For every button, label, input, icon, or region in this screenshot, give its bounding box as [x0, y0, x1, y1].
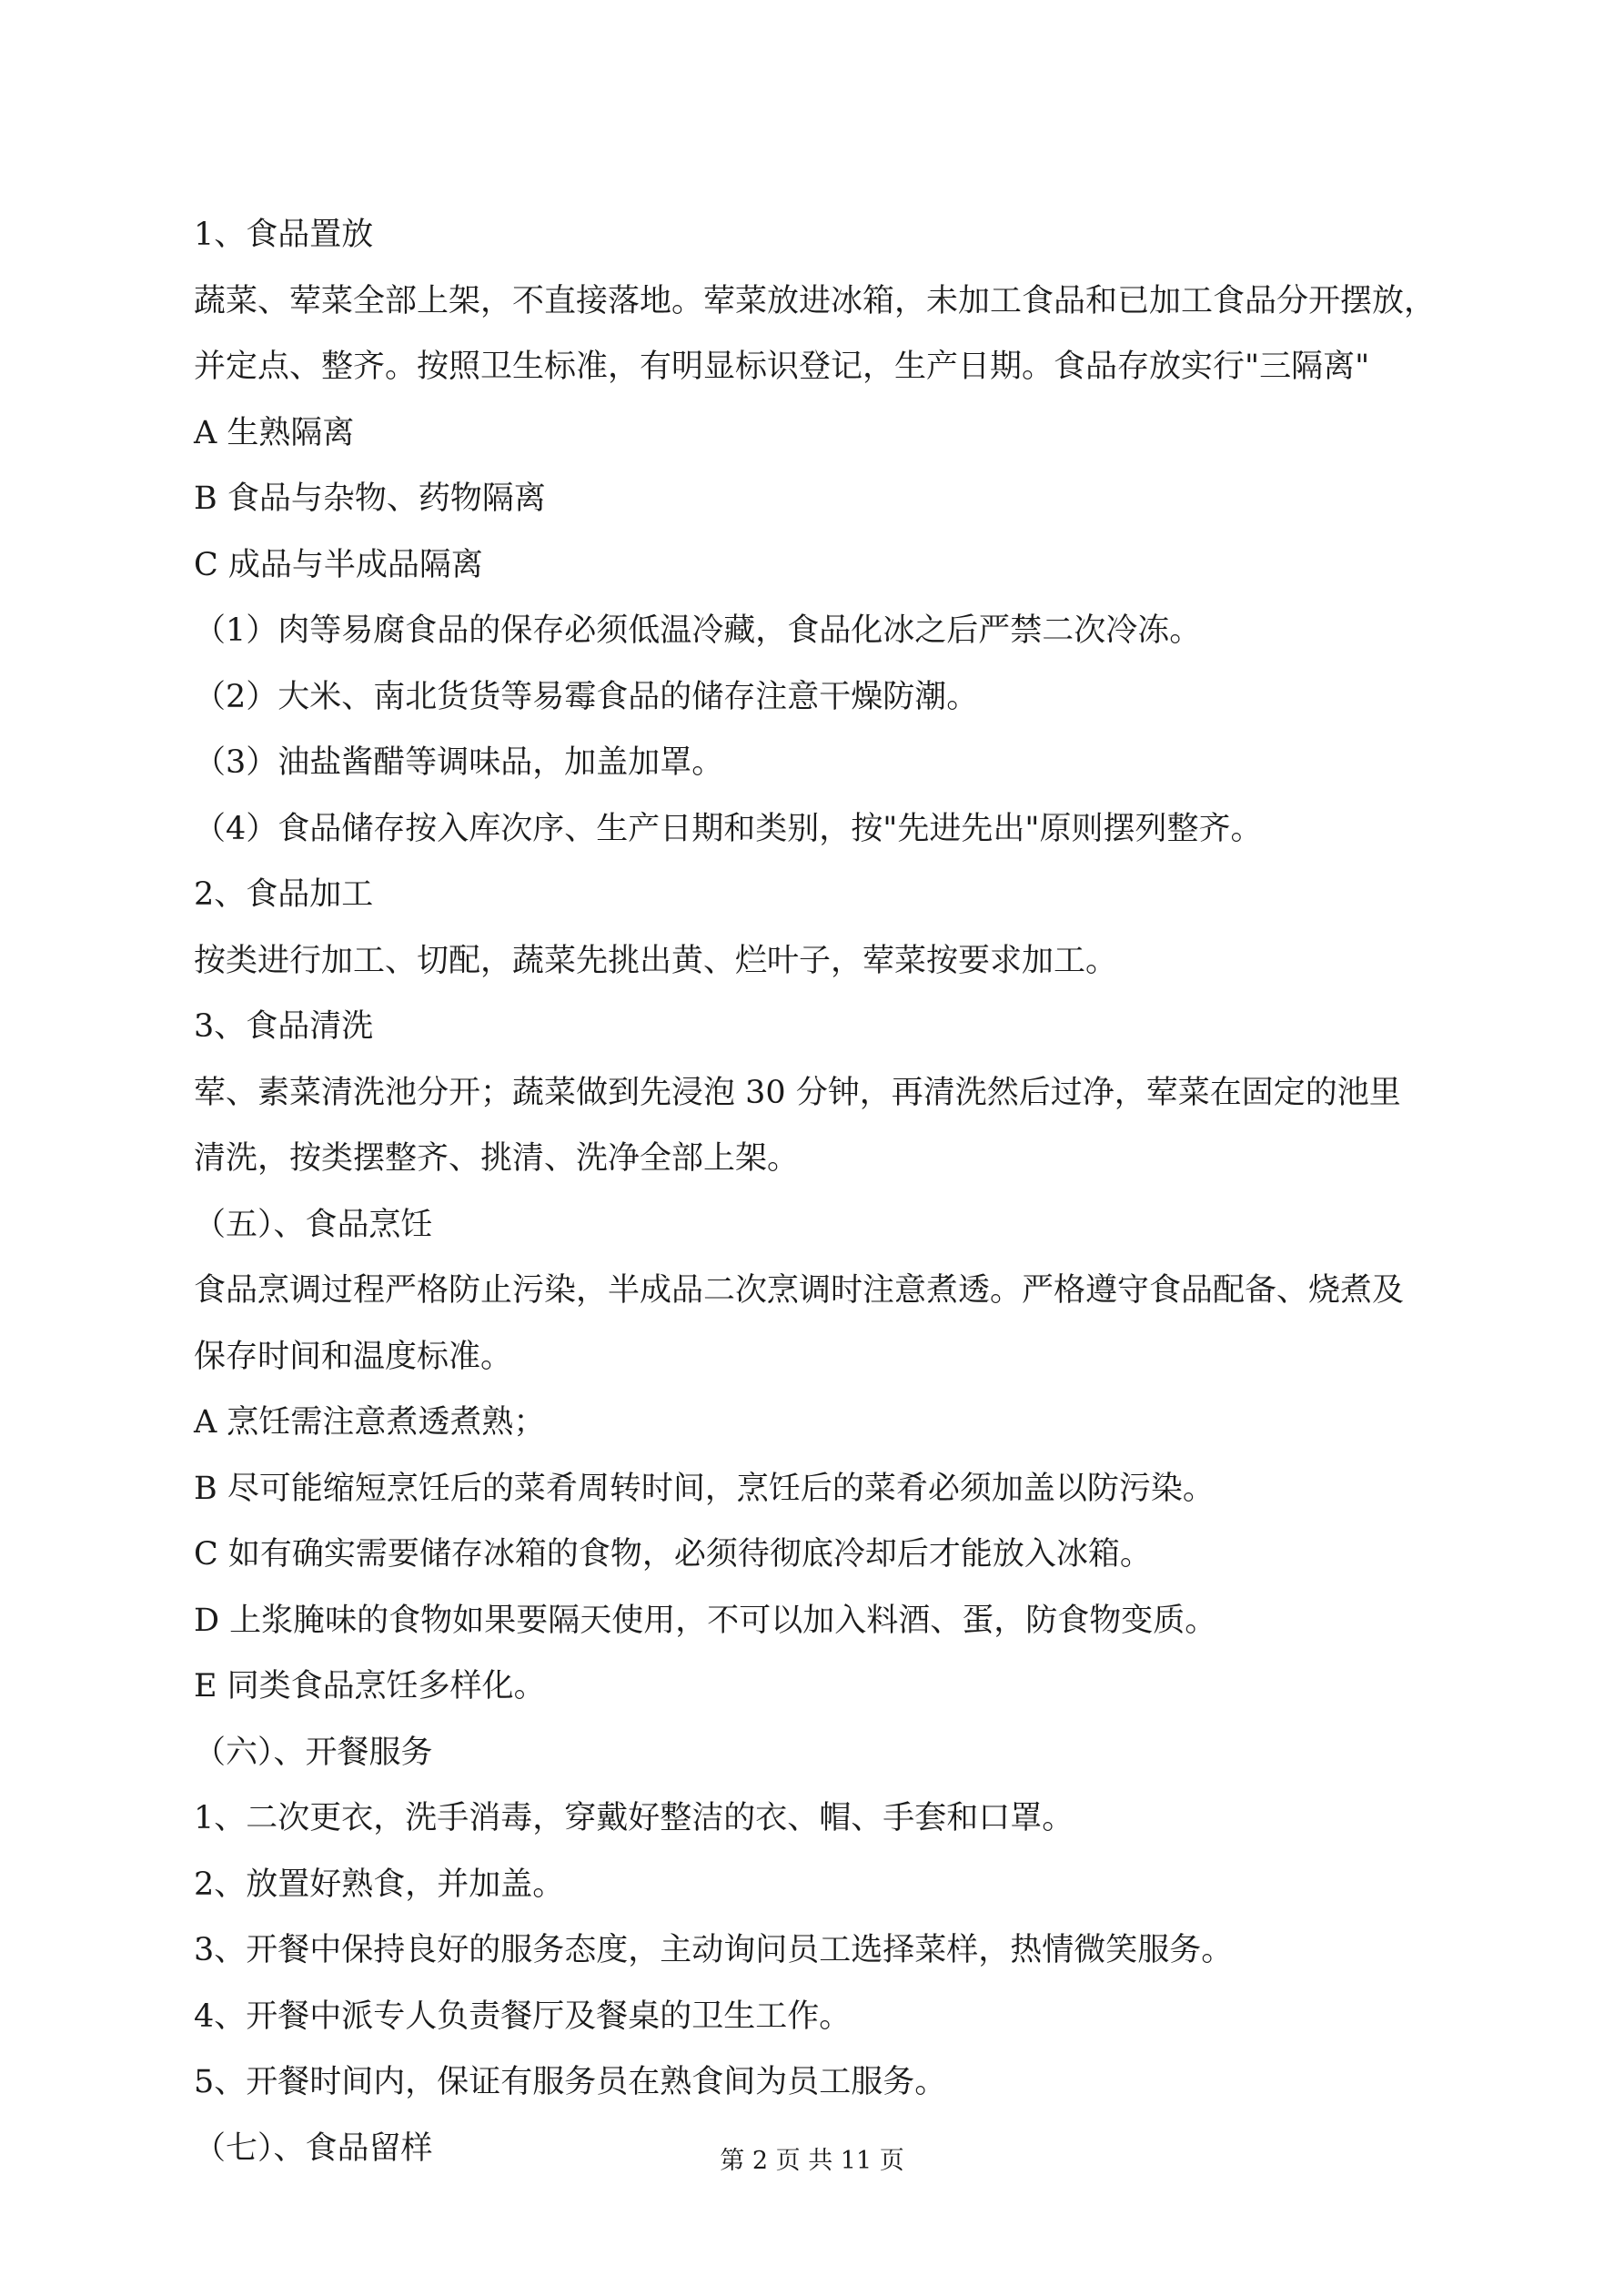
heading-meal-service: （六）、开餐服务 — [194, 1734, 433, 1771]
list-item: A 生熟隔离 — [194, 414, 355, 451]
list-item: 3、开餐中保持良好的服务态度，主动询问员工选择菜样，热情微笑服务。 — [194, 1932, 1234, 1968]
list-item: （2）大米、南北货货等易霉食品的储存注意干燥防潮。 — [194, 678, 979, 715]
heading-food-washing: 3、食品清洗 — [194, 1008, 374, 1045]
list-item: C 如有确实需要储存冰箱的食物，必须待彻底冷却后才能放入冰箱。 — [194, 1536, 1152, 1573]
list-item: A 烹饪需注意煮透煮熟； — [194, 1404, 546, 1441]
list-item: 1、二次更衣，洗手消毒，穿戴好整洁的衣、帽、手套和口罩。 — [194, 1800, 1074, 1836]
list-item: （3）油盐酱醋等调味品，加盖加罩。 — [194, 744, 724, 781]
list-item: （1）肉等易腐食品的保存必须低温冷藏，食品化冰之后严禁二次冷冻。 — [194, 612, 1202, 649]
paragraph-line: 清洗，按类摆整齐、挑清、洗净全部上架。 — [194, 1140, 800, 1177]
paragraph-line: 荤、素菜清洗池分开；蔬菜做到先浸泡 30 分钟，再清洗然后过净，荤菜在固定的池里 — [194, 1074, 1401, 1111]
list-item: C 成品与半成品隔离 — [194, 546, 483, 583]
paragraph-line: 保存时间和温度标准。 — [194, 1338, 513, 1375]
document-body — [194, 202, 1445, 2181]
paragraph-line: 按类进行加工、切配，蔬菜先挑出黄、烂叶子，荤菜按要求加工。 — [194, 942, 1118, 979]
heading-food-processing: 2、食品加工 — [194, 876, 374, 913]
list-item: B 食品与杂物、药物隔离 — [194, 480, 546, 517]
list-item: （4）食品储存按入库次序、生产日期和类别，按"先进先出"原则摆列整齐。 — [194, 810, 1263, 847]
list-item: 4、开餐中派专人负责餐厅及餐桌的卫生工作。 — [194, 1998, 852, 2035]
heading-food-cooking: （五）、食品烹饪 — [194, 1206, 433, 1243]
page-number-footer: 第 2 页 共 11 页 — [720, 2147, 904, 2175]
heading-food-sample-retention: （七）、食品留样 — [194, 2129, 433, 2167]
list-item: 5、开餐时间内，保证有服务员在熟食间为员工服务。 — [194, 2064, 947, 2100]
paragraph-line: 食品烹调过程严格防止污染，半成品二次烹调时注意煮透。严格遵守食品配备、烧煮及 — [194, 1272, 1405, 1309]
list-item: 2、放置好熟食，并加盖。 — [194, 1866, 565, 1903]
paragraph-line: 并定点、整齐。按照卫生标准，有明显标识登记，生产日期。食品存放实行"三隔离" — [194, 349, 1370, 385]
paragraph-line: 蔬菜、荤菜全部上架，不直接落地。荤菜放进冰箱，未加工食品和已加工食品分开摆放， — [194, 282, 1437, 319]
list-item: B 尽可能缩短烹饪后的菜肴周转时间，烹饪后的菜肴必须加盖以防污染。 — [194, 1470, 1215, 1507]
heading-food-placement: 1、食品置放 — [194, 217, 374, 253]
list-item: D 上浆腌味的食物如果要隔天使用，不可以加入料酒、蛋，防食物变质。 — [194, 1602, 1217, 1639]
list-item: E 同类食品烹饪多样化。 — [194, 1668, 546, 1704]
